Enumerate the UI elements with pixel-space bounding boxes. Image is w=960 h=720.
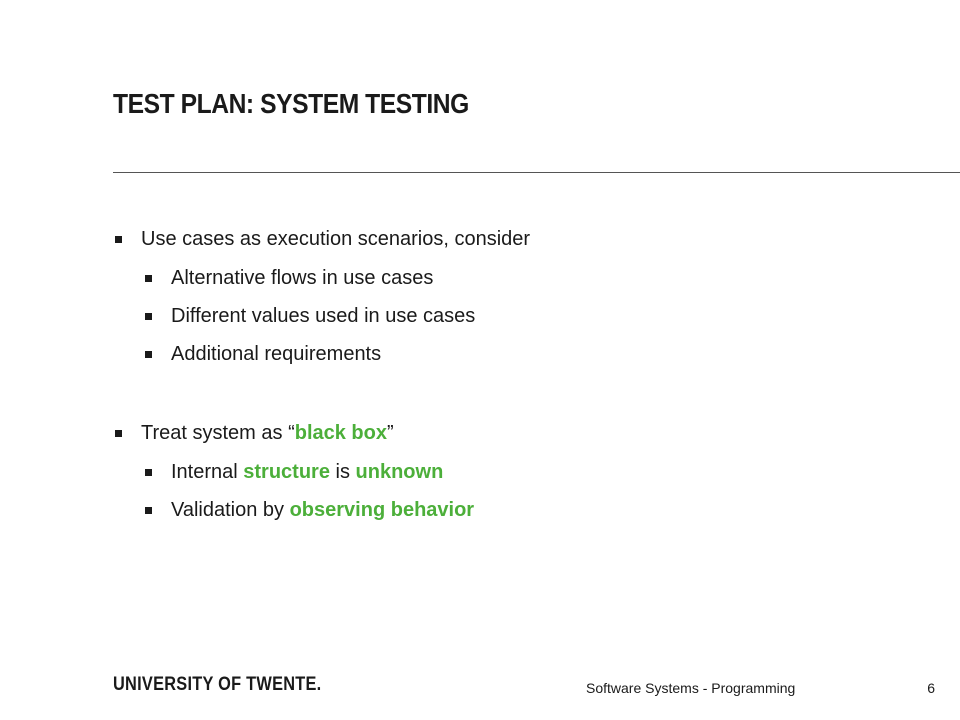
square-bullet-icon bbox=[145, 469, 152, 476]
square-bullet-icon bbox=[145, 275, 152, 282]
bullet-text: Different values used in use cases bbox=[171, 305, 476, 327]
bullet-text: Additional requirements bbox=[171, 343, 382, 365]
highlight-black-box: black box bbox=[294, 422, 387, 444]
bullet-use-cases bbox=[141, 227, 530, 251]
highlight-structure: structure bbox=[243, 461, 330, 483]
bullet-text: Use cases as execution scenarios, consider bbox=[141, 228, 531, 250]
title-divider bbox=[113, 172, 960, 173]
bullet-different-values bbox=[171, 304, 475, 328]
highlight-observing-behavior: observing behavior bbox=[289, 499, 475, 521]
bullet-text: Treat system as “ bbox=[141, 422, 295, 444]
bullet-validation bbox=[171, 498, 474, 522]
bullet-additional-requirements bbox=[171, 342, 381, 366]
bullet-text: Validation by bbox=[171, 499, 290, 521]
page-number: 6 bbox=[927, 680, 935, 696]
slide-title: TEST PLAN: SYSTEM TESTING bbox=[113, 88, 469, 119]
square-bullet-icon bbox=[115, 236, 122, 243]
bullet-alternative-flows bbox=[171, 266, 433, 290]
bullet-text: ” bbox=[387, 422, 394, 444]
square-bullet-icon bbox=[145, 313, 152, 320]
bullet-black-box bbox=[141, 421, 394, 445]
university-logo: UNIVERSITY OF TWENTE. bbox=[113, 674, 322, 695]
bullet-internal-structure bbox=[171, 460, 443, 484]
bullet-text: is bbox=[329, 461, 356, 483]
square-bullet-icon bbox=[145, 507, 152, 514]
highlight-unknown: unknown bbox=[355, 461, 444, 483]
square-bullet-icon bbox=[145, 351, 152, 358]
bullet-text: Alternative flows in use cases bbox=[171, 267, 434, 289]
bullet-text: Internal bbox=[171, 461, 244, 483]
square-bullet-icon bbox=[115, 430, 122, 437]
footer-course-name: Software Systems - Programming bbox=[586, 680, 796, 696]
